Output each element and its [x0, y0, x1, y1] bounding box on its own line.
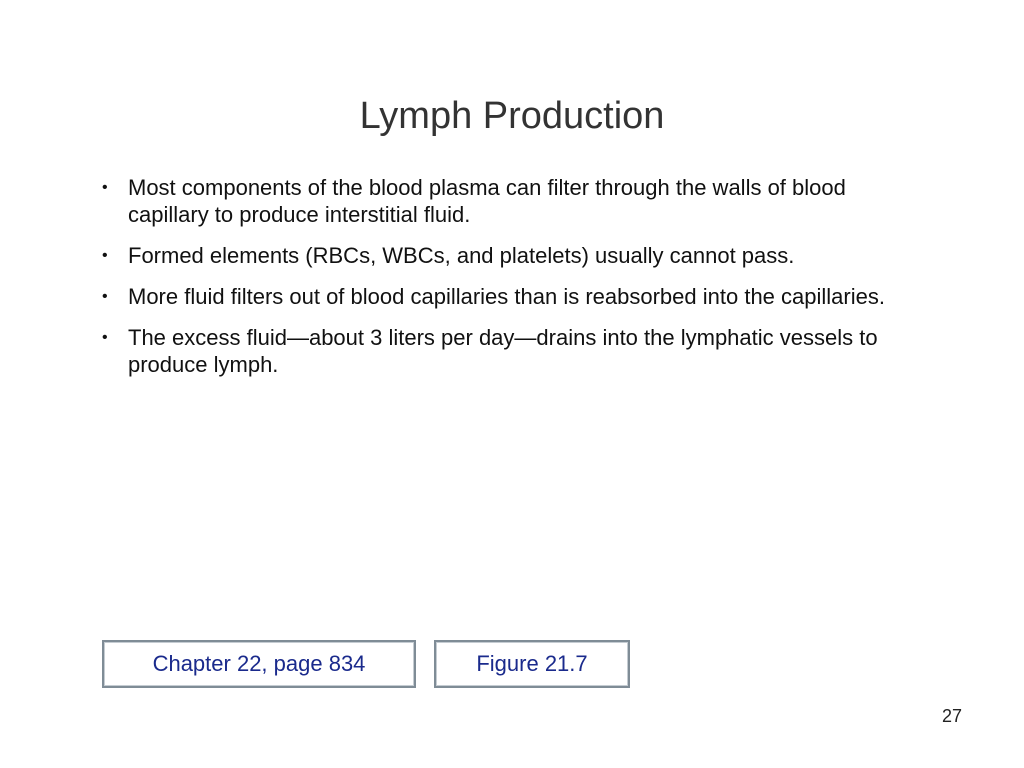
chapter-reference-button[interactable] [102, 640, 416, 688]
figure-reference-label: Figure 21.7 [476, 651, 588, 676]
bullet-dot-icon: • [102, 179, 108, 196]
bullet-dot-icon: • [102, 329, 108, 346]
bullet-item [100, 242, 900, 269]
slide-title: Lymph Production [359, 95, 665, 137]
bullet-item [100, 174, 900, 228]
page-number: 27 [941, 706, 962, 726]
bullet-dot-icon: • [102, 288, 108, 305]
bullet-item [100, 283, 900, 310]
figure-reference-button[interactable] [434, 640, 630, 688]
bullet-dot-icon: • [102, 247, 108, 264]
bullet-text: More fluid filters out of blood capillaries than is reabsorbed into the capillaries. [128, 284, 885, 309]
bullet-text: Formed elements (RBCs, WBCs, and platelets) usually cannot pass. [128, 243, 795, 268]
bullet-text: The excess fluid—about 3 liters per day—drains into the lymphatic vessels to produce lymph. [128, 325, 878, 377]
bullet-text: Most components of the blood plasma can filter through the walls of blood capillary to produce interstitial fluid. [128, 175, 846, 227]
chapter-reference-label: Chapter 22, page 834 [152, 651, 366, 676]
bullet-item [100, 324, 900, 378]
bullet-list [100, 174, 900, 392]
